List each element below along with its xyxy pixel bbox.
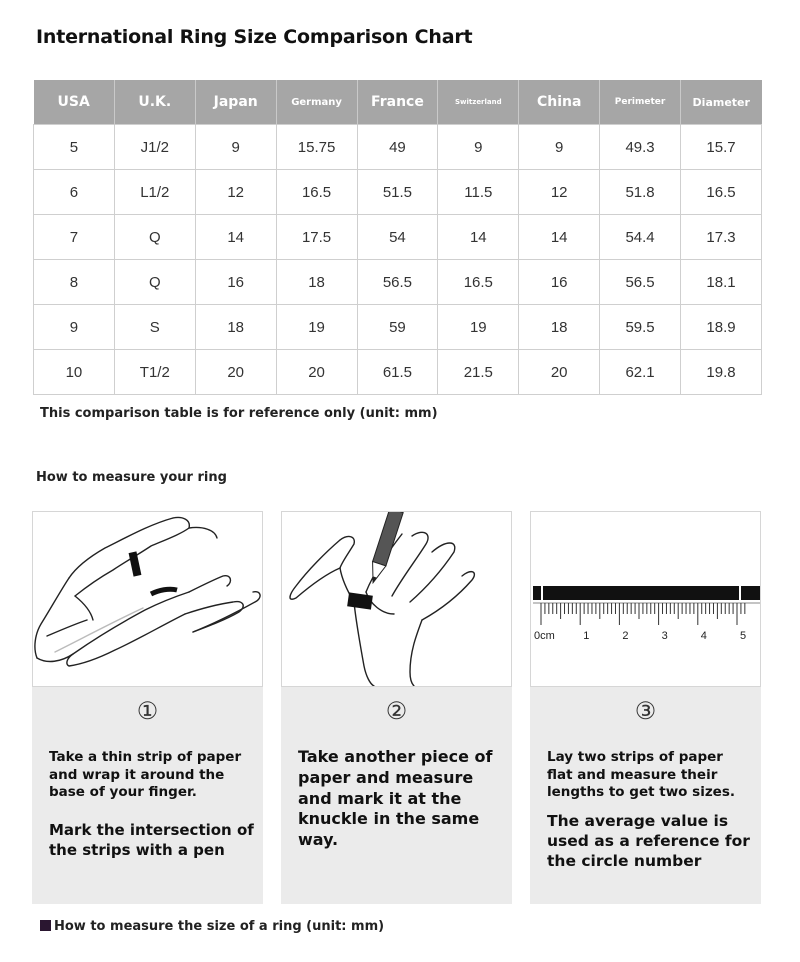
table-cell: 49 [357,125,438,170]
column-header-france: France [357,80,438,125]
footer-caption [40,919,384,934]
table-cell: J1/2 [114,125,195,170]
table-cell: 9 [195,125,276,170]
table-row [34,125,762,170]
step-2-info [281,687,512,904]
column-header-japan: Japan [195,80,276,125]
step-3-number: ③ [634,697,657,725]
table-cell: 18.9 [681,305,762,350]
measure-section-title: How to measure your ring [36,470,227,485]
step-3-text: Lay two strips of paper flat and measure their lengths to get two sizes. [547,749,735,801]
table-cell: 61.5 [357,350,438,395]
column-header-uk: U.K. [114,80,195,125]
table-cell: 9 [438,125,519,170]
table-cell: 16 [519,260,600,305]
table-header-row [34,80,762,125]
step-1-illustration [32,511,263,687]
ruler-icon [531,512,760,686]
table-cell: 56.5 [600,260,681,305]
ruler-label: 4 [700,630,707,642]
table-cell: 62.1 [600,350,681,395]
table-cell: 15.75 [276,125,357,170]
ruler-label: 0cm [534,630,555,642]
column-header-perimeter: Perimeter [600,80,681,125]
table-cell: 51.8 [600,170,681,215]
step-3-info [530,687,761,904]
square-bullet-icon [40,920,51,931]
table-cell: 19.8 [681,350,762,395]
table-row [34,170,762,215]
table-cell: 14 [438,215,519,260]
table-cell: 15.7 [681,125,762,170]
table-cell: 20 [519,350,600,395]
table-cell: 18 [519,305,600,350]
step-3-panel [530,511,761,904]
table-cell: 56.5 [357,260,438,305]
table-cell: 14 [519,215,600,260]
step-3-illustration [530,511,761,687]
step-1-number: ① [136,697,159,725]
table-cell: 7 [34,215,115,260]
column-header-diameter: Diameter [681,80,762,125]
table-cell: 18 [276,260,357,305]
table-cell: 12 [195,170,276,215]
table-cell: 17.5 [276,215,357,260]
table-cell: 20 [276,350,357,395]
table-cell: 18 [195,305,276,350]
table-cell: 9 [519,125,600,170]
footer-text: How to measure the size of a ring (unit: mm) [54,919,385,934]
table-cell: 20 [195,350,276,395]
table-cell: 51.5 [357,170,438,215]
column-header-switzerland: Switzerland [438,80,519,125]
table-cell: 17.3 [681,215,762,260]
table-cell: 16.5 [681,170,762,215]
table-cell: Q [114,215,195,260]
step-2-number: ② [385,697,408,725]
table-cell: 9 [34,305,115,350]
table-cell: 8 [34,260,115,305]
table-cell: S [114,305,195,350]
table-cell: 16 [195,260,276,305]
table-cell: 19 [276,305,357,350]
step-3-subtext: The average value is used as a reference for the circle number [547,812,750,871]
column-header-germany: Germany [276,80,357,125]
hand-mark-pen-icon [282,512,511,686]
table-cell: 19 [438,305,519,350]
table-row [34,305,762,350]
table-row [34,260,762,305]
step-1-panel [32,511,263,904]
step-2-panel [281,511,512,904]
table-row [34,215,762,260]
step-1-subtext: Mark the intersection of the strips with a pen [49,821,254,859]
hand-wrap-paper-icon [33,512,262,686]
step-1-text: Take a thin strip of paper and wrap it around the base of your finger. [49,749,242,801]
table-cell: 5 [34,125,115,170]
ruler-label: 5 [740,630,747,642]
table-cell: T1/2 [114,350,195,395]
step-2-illustration [281,511,512,687]
table-cell: 54.4 [600,215,681,260]
table-cell: 10 [34,350,115,395]
ruler-label: 1 [583,630,590,642]
ruler-label: 3 [661,630,668,642]
table-cell: 16.5 [276,170,357,215]
step-2-text: Take another piece of paper and measure and mark it at the knuckle in the same way. [298,747,493,850]
table-cell: L1/2 [114,170,195,215]
table-cell: 59.5 [600,305,681,350]
table-cell: 6 [34,170,115,215]
page-title: International Ring Size Comparison Chart [36,26,473,48]
table-cell: 54 [357,215,438,260]
table-cell: 14 [195,215,276,260]
table-cell: 49.3 [600,125,681,170]
step-1-info [32,687,263,904]
reference-note: This comparison table is for reference only (unit: mm) [40,406,438,421]
table-cell: 16.5 [438,260,519,305]
table-cell: 12 [519,170,600,215]
ruler-label: 2 [622,630,629,642]
table-cell: Q [114,260,195,305]
column-header-china: China [519,80,600,125]
column-header-usa: USA [34,80,115,125]
table-cell: 59 [357,305,438,350]
ring-size-table [33,80,762,395]
table-cell: 21.5 [438,350,519,395]
table-cell: 18.1 [681,260,762,305]
table-body [34,125,762,395]
table-cell: 11.5 [438,170,519,215]
table-row [34,350,762,395]
